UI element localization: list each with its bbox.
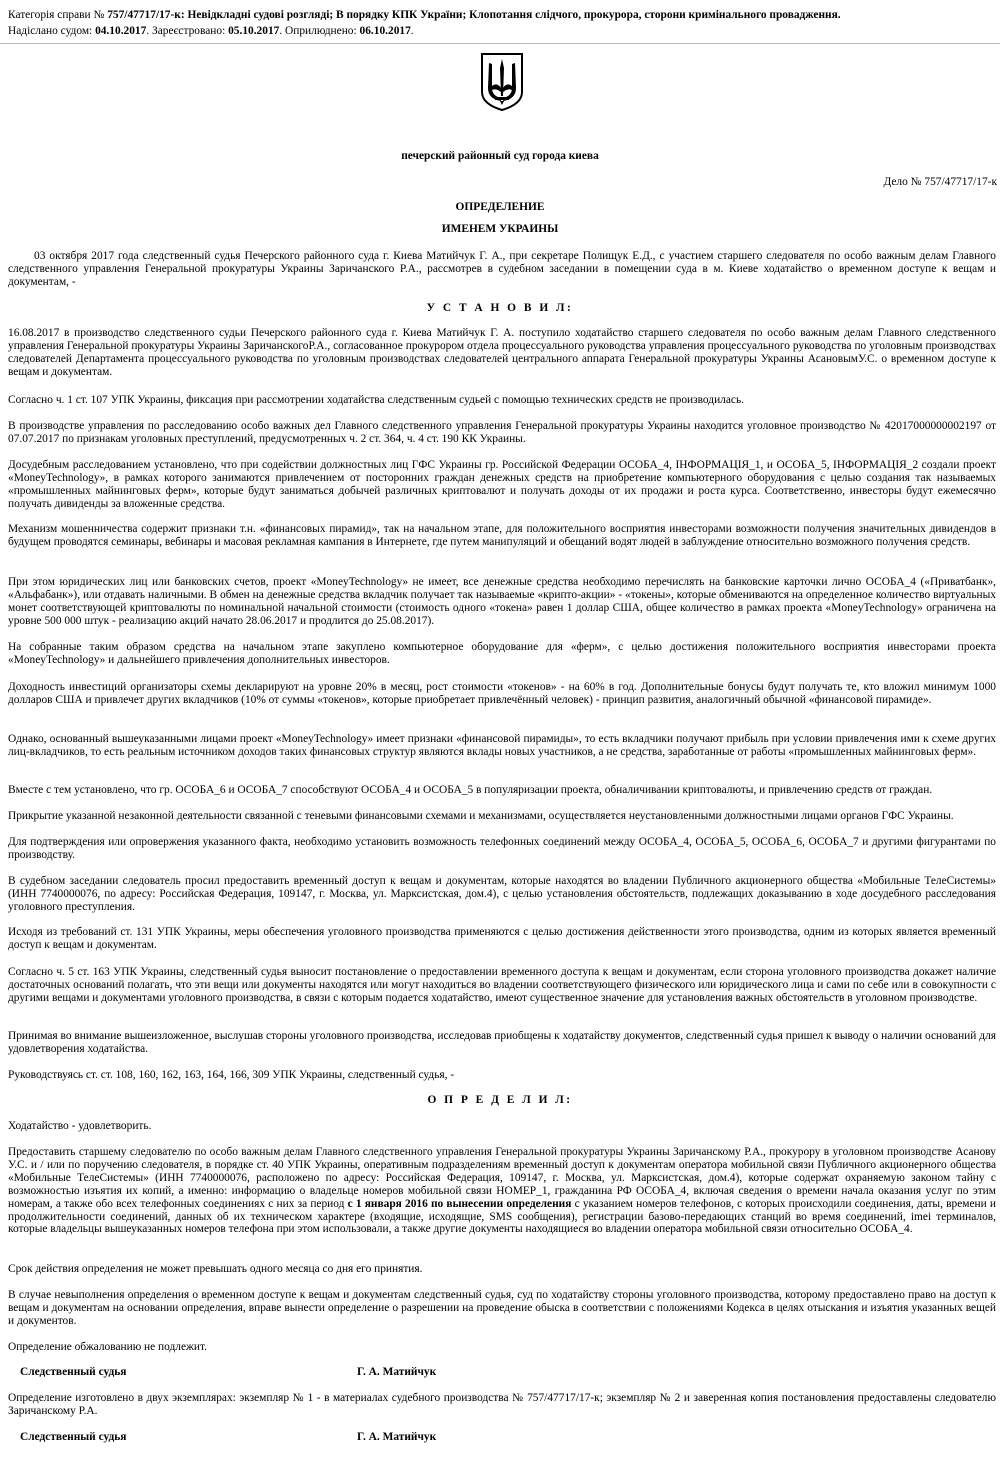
paragraph-23: Определение изготовлено в двух экземплярах: экземпляр № 1 - в материалах судебного производства № 757/47717/17-к; экземпляр № 2 и заверенная копия постановления предоставлены следователю Заричанскому Р.А. bbox=[8, 1392, 996, 1417]
header-divider bbox=[0, 43, 1000, 44]
sent-date: 04.10.2017 bbox=[95, 25, 147, 37]
coat-of-arms-icon bbox=[479, 52, 525, 112]
category-text: : Невідкладні судові розгляді; В порядку КПК України; Клопотання слідчого, прокурора, сторони кримінального провадження. bbox=[180, 9, 841, 21]
paragraph-11: Прикрытие указанной незаконной деятельности связанной с теневыми финансовыми схемами и механизмами, осуществляется неустановленными должностными лицами органов ГФС Украины. bbox=[8, 810, 954, 822]
paragraph-14: Исходя из требований ст. 131 УПК Украины, меры обеспечения уголовного производства применяются с целью достижения действенности этого производства, одним из которых является временный доступ к вещам и документам. bbox=[8, 926, 996, 951]
paragraph-4: Досудебным расследованием установлено, что при содействии должностных лиц ГФС Украины гр. Российской Федерации ОСОБА_4, ІНФОРМАЦІЯ_1, и ОСОБА_5, ІНФОРМАЦІЯ_2 создали проект «MoneyTechnology», в рамках которого занимаются привлечением от посторонних граждан денежных средств на приобретение компьютерного оборудования с целью создания так называемых «промышленных майнинговых ферм», которые будут заниматься добычей различных криптовалют и получать доходы от их продажи и роста курса. Соответственно, инвесторы будут ежемесячно получать дивиденды за вложенные средства. bbox=[8, 459, 996, 510]
paragraph-21: В случае невыполнения определения о временном доступе к вещам и документам следственный судья, суд по ходатайству стороны уголовного производства, которому предоставлено право на доступ к вещам и документам на основании определения, вправе вынести определение о разрешении на проведение обыска в соответствии с положениями Кодекса в целях отыскания и изъятия указанных вещей и документов. bbox=[8, 1289, 996, 1327]
category-prefix: Категорія справи № bbox=[8, 9, 108, 21]
paragraph-16: Принимая во внимание вышеизложенное, выслушав стороны уголовного производства, исследовав приобщены к ходатайству документов, следственный судья пришел к выводу о наличии оснований для удовлетворения ходатайства. bbox=[8, 1030, 996, 1055]
paragraph-12: Для подтверждения или опровержения указанного факта, необходимо установить возможность телефонных соединений между ОСОБА_4, ОСОБА_5, ОСОБА_6, ОСОБА_7 и другими фигурантами по производству. bbox=[8, 836, 996, 861]
paragraph-3: В производстве управления по расследованию особо важных дел Главного следственного управления Генеральной прокуратуры Украины находится уголовное производство № 42017000000002197 от 07.07.2017 по признакам уголовных преступлений, предусмотренных ч. 2 ст. 364, ч. 4 ст. 190 КК Украины. bbox=[8, 420, 996, 445]
paragraph-10: Вместе с тем установлено, что гр. ОСОБА_6 и ОСОБА_7 способствуют ОСОБА_4 и ОСОБА_5 в популяризации проекта, обналичивании криптовалюты, и привлечению средств от граждан. bbox=[8, 784, 933, 796]
paragraph-19 bbox=[8, 1146, 996, 1236]
paragraph-17: Руководствуясь ст. ст. 108, 160, 162, 163, 164, 166, 309 УПК Украины, следственный судья, - bbox=[8, 1069, 455, 1081]
signature-role-1: Следственный судья bbox=[20, 1366, 127, 1378]
paragraph-22: Определение обжалованию не подлежит. bbox=[8, 1341, 207, 1353]
document-header bbox=[8, 7, 993, 39]
section-ruled-title: О П Р Е Д Е Л И Л: bbox=[427, 1094, 573, 1106]
signature-name-2: Г. А. Матийчук bbox=[357, 1431, 437, 1443]
registered-label: . Зареєстровано: bbox=[146, 25, 229, 37]
published-label: . Оприлюднено: bbox=[279, 25, 360, 37]
paragraph-15: Согласно ч. 5 ст. 163 УПК Украины, следственный судья выносит постановление о предоставлении временного доступа к вещам и документам, если сторона уголовного производства докажет наличие достаточных оснований полагать, что эти вещи или документы находятся или могут находиться во владении соответствующего физического или юридического лица и сами по себе или в совокупности с другими вещами и документами уголовного производства, в связи с которым подается ходатайство, имеют существенное значение для установления важных обстоятельств в уголовном производстве. bbox=[8, 966, 996, 1004]
category-line bbox=[8, 7, 993, 23]
document-title: ОПРЕДЕЛЕНИЕ bbox=[455, 201, 545, 213]
paragraph-2: Согласно ч. 1 ст. 107 УПК Украины, фиксация при рассмотрении ходатайства следственным судьей с помощью технических средств не производилась. bbox=[8, 394, 745, 406]
court-name: печерский районный суд города киева bbox=[401, 150, 599, 162]
intro-paragraph: 03 октября 2017 года следственный судья Печерского районного суда г. Киева Матийчук Г. А., при секретаре Полищук Е.Д., с участием старшего следователя по особо важным делам Главного следственного управления Генеральной прокуратуры Украины Заричанского Р.А., рассмотрев в судебном заседании в помещении суда в м. Киеве ходатайство о временном доступе к вещам и документам, - bbox=[8, 250, 996, 288]
signature-role-2: Следственный судья bbox=[20, 1431, 127, 1443]
paragraph-6: При этом юридических лиц или банковских счетов, проект «MoneyTechnology» не имеет, все денежные средства необходимо перечислять на банковские карточки лично ОСОБА_4 («Приватбанк», «Альфабанк»), или отдавать наличными. В обмен на денежные средства вкладчик получает так называемые «крипто-акции» - «токены», которые обмениваются на определенное количество виртуальных монет соответствующей криптовалюты по номинальной начальной стоимости (стоимость одного «токена» равен 1 доллар США, общее количество в рамках проекта «MoneyTechnology» ограничена на уровне 500 000 штук - реализацию акций начато 28.06.2017 и продлится до 25.08.2017). bbox=[8, 576, 996, 627]
paragraph-19-period: с 1 января 2016 по вынесении определения bbox=[347, 1197, 572, 1210]
paragraph-1: 16.08.2017 в производство следственного судьи Печерского районного суда г. Киева Матийчук Г. А. поступило ходатайство старшего следователя по особо важным делам Главного следственного управления Генеральной прокуратуры Украины ЗаричанскогоР.А., согласованное прокурором отдела процессуального руководства управления процессуального руководства по уголовным производствах следователей Департамента процессуального руководства по уголовным производствах следователей центрального аппарата Генеральной прокуратуры Украины АсановымУ.С. о временном доступе к вещам и документам. bbox=[8, 327, 996, 378]
dates-line bbox=[8, 23, 993, 39]
paragraph-19-text-b: с указанием номеров телефонов, с которых происходили соединения, даты, времени и продолжительности соединений, данных об их техническом характере (входящие, исходящие, SMS сообщения), регистрации базово-передающих станций во время соединений, imei терминалов, которые владельцы вышеуказанных номеров телефона при этом использовали, а также другие документы находящиеся во владении оператора мобильной связи относительно ОСОБА_4. bbox=[8, 1197, 996, 1236]
paragraph-5: Механизм мошенничества содержит признаки т.н. «финансовых пирамид», так на начальном этапе, для положительного восприятия инвесторами возможности получения значительных дивидендов в будущем проводятся семинары, вебинары и масовая рекламная кампания в Интернете, где путем манипуляций и обещаний водят людей в заблуждение относительно возможного получения средств. bbox=[8, 523, 996, 548]
sent-label: Надіслано судом: bbox=[8, 25, 96, 37]
document-subtitle: ИМЕНЕМ УКРАИНЫ bbox=[441, 223, 559, 235]
paragraph-13: В судебном заседании следователь просил предоставить временный доступ к вещам и документам, которые находятся во владении Публичного акционерного общества «Мобильные ТелеСистемы» (ИНН 7740000076, по адресу: Российская Федерация, 109147, г. Москва, ул. Марксистская, дом.4), с целью установления обстоятельств, подлежащих доказыванию в ходе досудебного расследования уголовного преступления. bbox=[8, 875, 996, 913]
published-end: . bbox=[410, 25, 414, 37]
section-established-title: У С Т А Н О В И Л: bbox=[426, 302, 574, 314]
case-reference: Дело № 757/47717/17-к bbox=[883, 176, 997, 188]
registered-date: 05.10.2017 bbox=[228, 25, 280, 37]
signature-name-1: Г. А. Матийчук bbox=[357, 1366, 437, 1378]
paragraph-9: Однако, основанный вышеуказанными лицами проект «MoneyTechnology» имеет признаки «финансовой пирамиды», то есть вкладчики получают прибыль при условии привлечения ими к схеме других лиц-вкладчиков, то есть реальным источником доходов таких финансовых структур являются вклады новых участников, а не средства, заработанные от работы «промышленных майнинговых ферм». bbox=[8, 733, 996, 758]
paragraph-20: Срок действия определения не может превышать одного месяца со дня его принятия. bbox=[8, 1263, 423, 1275]
paragraph-7: На собранные таким образом средства на начальном этапе закуплено компьютерное оборудование для «ферм», с целью достижения положительного восприятия инвесторами проекта «MoneyTechnology» и дальнейшего привлечения дополнительных инвесторов. bbox=[8, 641, 996, 666]
header-case-number: 757/47717/17-к bbox=[107, 9, 181, 21]
paragraph-19-text-a: Предоставить старшему следователю по особо важным делам Главного следственного управления Генеральной прокуратуры Украины Заричанскому Р.А., прокурору в уголовном производстве Асанову У.С. и / или по поручению следователя, в порядке ст. 40 УПК Украины, оперативным подразделениям временный доступ к документам оператора мобильной связи Публичного акционерного общества «Мобильные ТелеСистемы» (ИНН 7740000076, расположено по адресу: Российская Федерация, 109147, г. Москва, ул. Марксистская, дом.4), которые содержат охраняемую законом тайну с возможностью изъятия их копий, а именно: информацию о владельце номеров мобильной связи НОМЕР_1, гражданина РФ ОСОБА_4, включая сведения о времени начала оказания услуг по этим номерам, а также обо всех телефонных соединениях с них за период bbox=[8, 1146, 996, 1210]
paragraph-18: Ходатайство - удовлетворить. bbox=[8, 1120, 152, 1132]
published-date: 06.10.2017 bbox=[359, 25, 411, 37]
paragraph-8: Доходность инвестиций организаторы схемы декларируют на уровне 20% в месяц, рост стоимости «токенов» - на 60% в год. Дополнительные бонусы будут получать те, кто вложил минимум 1000 долларов США и привлечет других вкладчиков (10% от суммы «токенов», которые приобретает привлечённый человек) - принцип развития, аналогичный обычной «финансовой пирамиде». bbox=[8, 681, 996, 706]
